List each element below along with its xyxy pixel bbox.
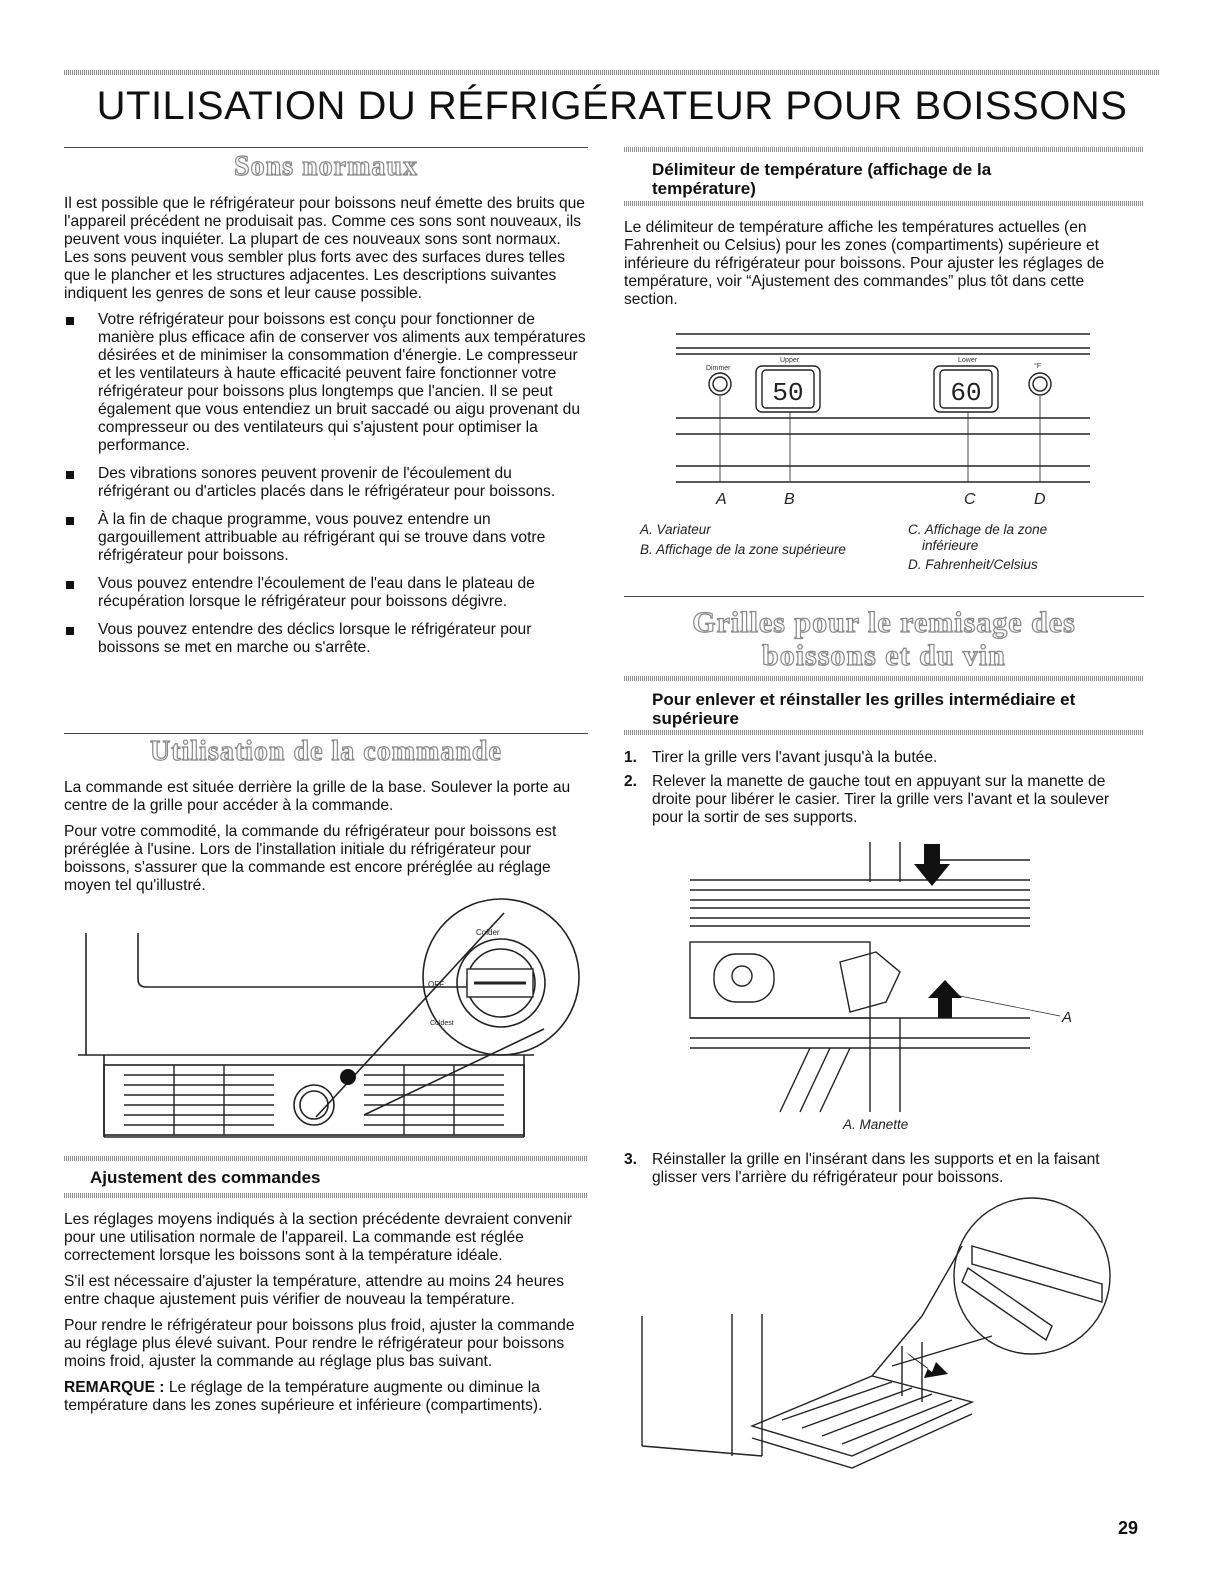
diagram-letter-a: A [716,491,727,508]
ajustement-p1: Les réglages moyens indiqués à la section précédente devraient convenir pour une utilisation normale de l'appareil. La commande est réglée correctement lorsque les boissons sont à la température idéale. [64,1211,572,1264]
step-number: 3. [624,1151,638,1168]
step-text: Tirer la grille vers l'avant jusqu'à la butée. [652,749,938,766]
delimiteur-heading: Délimiteur de température (affichage de la température) [652,160,992,198]
top-rule [64,70,1160,75]
ajustement-remarque [64,1379,586,1415]
delimiteur-rule-bottom [624,201,1144,206]
grilles-steps [624,749,1140,833]
remarque-label: REMARQUE : [64,1379,165,1396]
grilles-sub-rule-top [624,676,1144,681]
delimiteur-rule-top [624,147,1144,152]
step-number: 1. [624,749,638,766]
fig-letter-a: A [1062,1009,1073,1026]
grilles-heading-line1: Grilles pour le remisage des [692,606,1076,639]
step-number: 2. [624,773,638,790]
delimiteur-section [624,219,1134,317]
commande-p2: Pour votre commodité, la commande du réfrigérateur pour boissons est préréglée à l'usine. Lors de l'installation initiale du réfrigérateur pour boissons, s'assurer que la commande est encore préréglée au réglage moyen tel qu'illustré. [64,823,557,894]
commande-p1: La commande est située derrière la grille de la base. Soulever la porte au centre de la grille pour accéder à la commande. [64,779,571,814]
dimmer-label: Dimmer [706,365,731,372]
grilles-heading-line2: boissons et du vin [762,639,1006,672]
ajustement-heading: Ajustement des commandes [90,1168,321,1187]
dial-coldest-label: Coldest [430,1020,454,1027]
grilles-sub-rule-bottom [624,730,1144,735]
list-item [624,749,1140,767]
ajustement-p2: S'il est nécessaire d'ajuster la température, attendre au moins 24 heures entre chaque ajustement puis vérifier de nouveau la température. [64,1273,565,1308]
caption-a: A. Variateur [640,522,711,537]
lower-display-value: 60 [950,378,982,408]
sons-intro: Il est possible que le réfrigérateur pour boissons neuf émette des bruits que l'appareil précédent ne produisait pas. Comme ces sons sont nouveaux, ils peuvent vous inquiéter. La plupart de ces nouveaux sons sont normaux. Les sons peuvent vous sembler plus forts avec des surfaces dures telles que le plancher et les structures adjacentes. Les descriptions suivantes indiquent les genres de sons et leur cause possible. [64,195,585,302]
diagram-letter-d: D [1034,491,1046,508]
diagram-letter-b: B [784,491,795,508]
fig-caption-manette: A. Manette [843,1117,909,1132]
step-text: Relever la manette de gauche tout en appuyant sur la manette de droite pour libérer le casier. Tirer la grille vers l'avant et la soulever pour la sortir de ses supports. [652,773,1110,826]
commande-heading: Utilisation de la commande [150,736,502,767]
dial-off-label: OFF [428,980,444,989]
shelf-removal-illustration [690,842,1090,1112]
dial-colder-label: Colder [476,928,500,937]
delimiteur-p: Le délimiteur de température affiche les températures actuelles (en Fahrenheit ou Celsius) pour les zones (compartiments) supérieure et inférieure du réfrigérateur pour boissons. Pour ajuster les réglages de température, voir “Ajustement des commandes” plus tôt dans cette section. [624,219,1105,308]
commande-rule [64,733,588,734]
ajustement-section [64,1211,586,1423]
f-label: °F [1034,363,1042,370]
page-title: UTILISATION DU RÉFRIGÉRATEUR POUR BOISSONS [96,84,1128,128]
sons-rule [64,147,588,148]
upper-display-value: 50 [772,378,804,408]
ajustement-rule-bottom [64,1193,588,1198]
sons-heading: Sons normaux [234,151,418,182]
diagram-letter-c: C [964,491,976,508]
page-number: 29 [1118,1518,1139,1538]
list-item: Des vibrations sonores peuvent provenir de l'écoulement du réfrigérant ou d'articles placés dans le réfrigérateur pour boissons. [64,465,586,501]
caption-c: C. Affichage de la zone [908,522,1048,537]
list-item: Vous pouvez entendre l'écoulement de l'eau dans le plateau de récupération lorsque le réfrigérateur pour boissons dégivre. [64,575,586,611]
shelf-reinstall-illustration [632,1206,1132,1466]
step3-block [624,1151,1140,1193]
temperature-display-diagram [676,332,1096,512]
step-text: Réinstaller la grille en l'insérant dans les supports et en la faisant glisser vers l'arrière du réfrigérateur pour boissons. [652,1151,1100,1186]
list-item: À la fin de chaque programme, vous pouvez entendre un gargouillement attribuable au réfrigérant qui se trouve dans votre réfrigérateur pour boissons. [64,511,586,565]
remarque-text: Le réglage de la température augmente ou diminue la température dans les zones supérieure et inférieure (compartiments). [64,1379,543,1414]
upper-label: Upper [780,357,800,364]
list-item [624,773,1140,827]
lower-label: Lower [958,357,978,364]
steps-list-2 [624,1151,1140,1187]
caption-b: B. Affichage de la zone supérieure [640,542,846,557]
grilles-rule [624,596,1144,597]
ajustement-rule-top [64,1156,588,1161]
control-dial-illustration [64,905,594,1145]
sons-bullets [64,311,586,657]
grilles-subheading: Pour enlever et réinstaller les grilles intermédiaire et supérieure [652,690,1076,728]
caption-d: D. Fahrenheit/Celsius [908,557,1038,572]
steps-list [624,749,1140,827]
caption-c-2: inférieure [922,538,979,553]
list-item: Vous pouvez entendre des déclics lorsque le réfrigérateur pour boissons se met en marche ou s'arrête. [64,621,586,657]
sons-section [64,195,586,667]
ajustement-p3: Pour rendre le réfrigérateur pour boissons plus froid, ajuster la commande au réglage plus élevé suivant. Pour rendre le réfrigérateur pour boissons moins froid, ajuster la commande au réglage plus bas suivant. [64,1317,575,1370]
list-item [624,1151,1140,1187]
commande-section [64,779,586,903]
list-item: Votre réfrigérateur pour boissons est conçu pour fonctionner de manière plus efficace afin de conserver vos aliments aux températures désirées et de minimiser la consommation d'énergie. Le compresseur et les ventilateurs à haute efficacité peuvent faire fonctionner votre réfrigérateur pour boissons plus longtemps que l'ancien. Il se peut également que vous entendiez un bruit saccadé ou aigu provenant du compresseur ou des ventilateurs qui s'ajustent pour optimiser la performance. [64,311,586,455]
